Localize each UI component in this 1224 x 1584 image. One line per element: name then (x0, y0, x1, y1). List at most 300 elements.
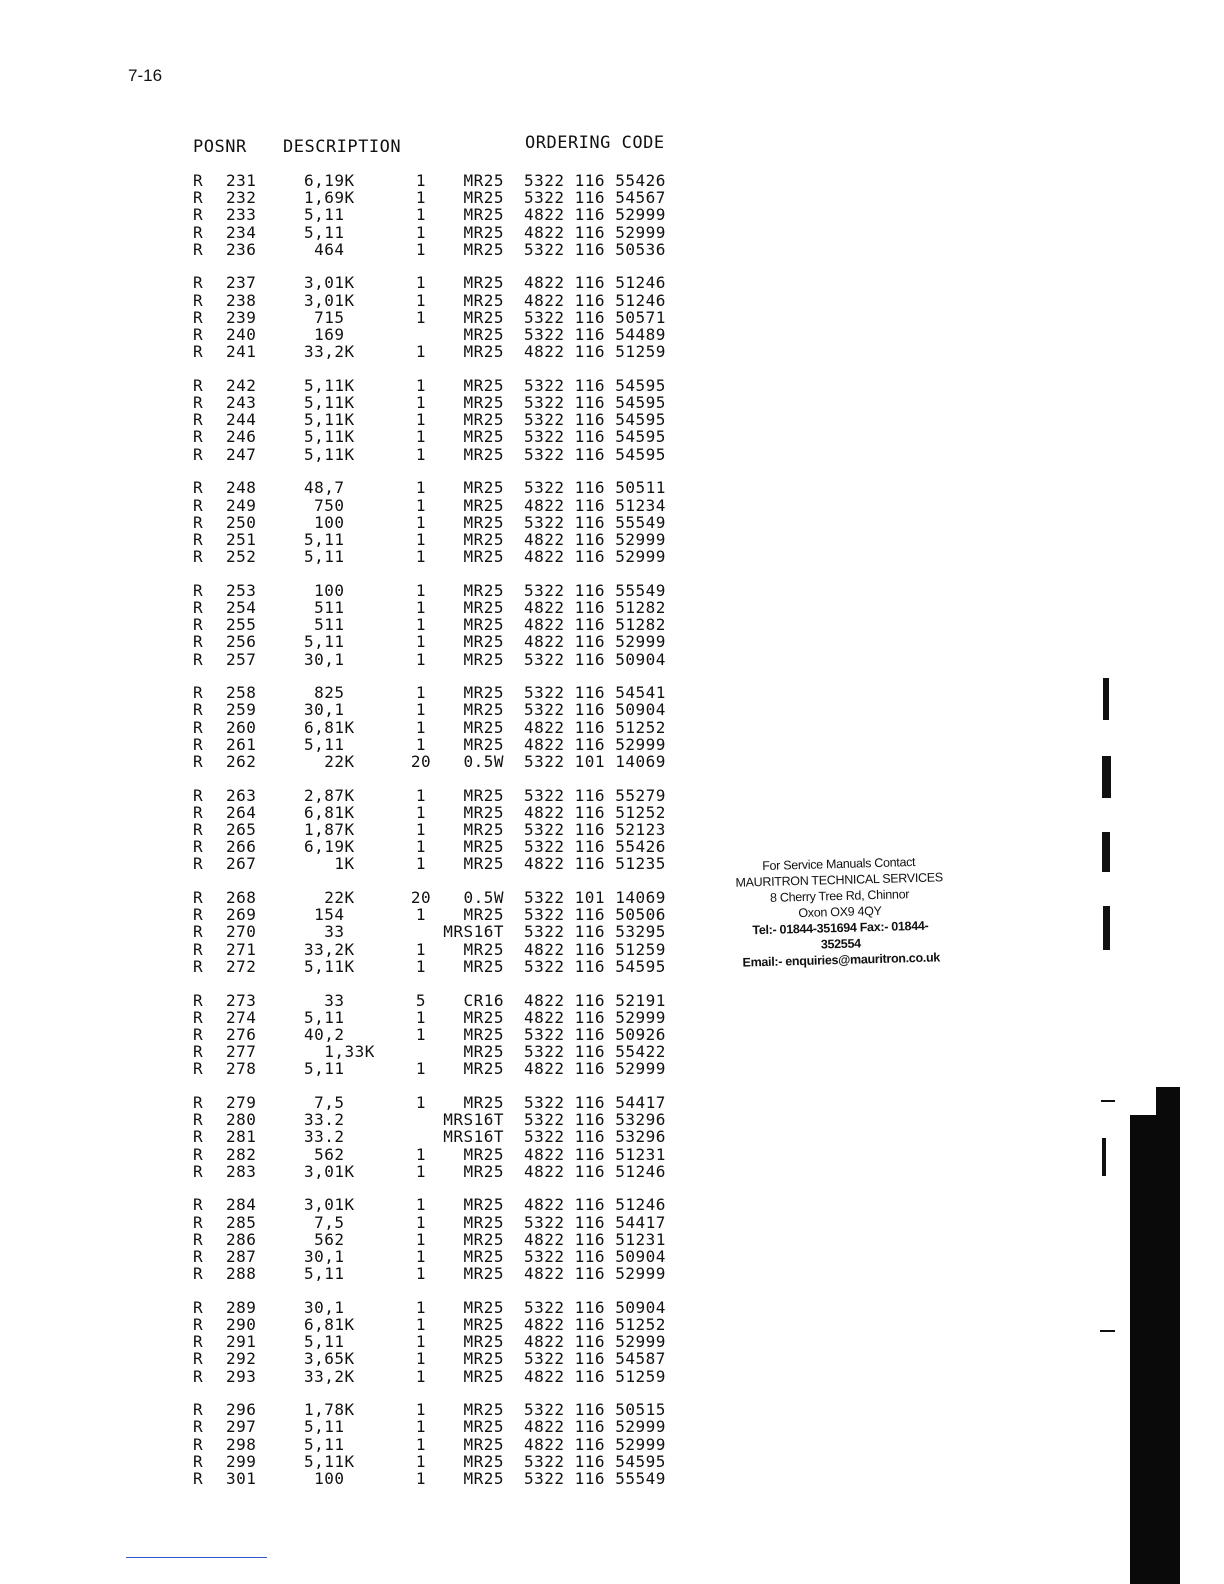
part-type: R (193, 597, 204, 617)
ordering-code: 5322 116 50571 (524, 307, 666, 327)
position-number: 246 (226, 427, 257, 447)
position-number: 270 (226, 922, 257, 942)
position-number: 240 (226, 325, 257, 344)
part-spec: MR25 (463, 1007, 504, 1027)
position-number: 297 (226, 1417, 257, 1437)
part-spec: MR25 (463, 700, 504, 720)
part-type: R (193, 1434, 204, 1454)
description-value: 3,01K (304, 290, 355, 310)
row-group (0, 889, 760, 975)
quantity: 20 (410, 888, 432, 908)
table-row (0, 1094, 760, 1111)
row-group (0, 479, 760, 565)
description-value: 33 (304, 990, 345, 1010)
table-row (0, 1196, 760, 1213)
table-row (0, 446, 760, 463)
position-number: 264 (226, 802, 257, 822)
quantity: 1 (415, 205, 427, 225)
ordering-code: 5322 101 14069 (524, 751, 666, 771)
part-spec: MR25 (463, 547, 504, 567)
table-row (0, 1009, 760, 1026)
table-row (0, 684, 760, 701)
ordering-code: 5322 116 54417 (524, 1212, 666, 1232)
part-spec: MR25 (463, 717, 504, 737)
quantity: 1 (415, 1264, 427, 1284)
position-number: 256 (226, 632, 257, 652)
part-spec: MR25 (463, 837, 504, 857)
quantity: 1 (415, 1229, 427, 1249)
description-value: 1K (304, 854, 355, 874)
ordering-code: 5322 116 55549 (524, 580, 666, 600)
table-row (0, 292, 760, 309)
position-number: 271 (226, 939, 257, 959)
part-type: R (193, 1349, 204, 1369)
ordering-code: 5322 116 50904 (524, 649, 666, 669)
ordering-code: 4822 116 52999 (524, 1007, 666, 1027)
row-group (0, 787, 760, 873)
quantity: 1 (415, 410, 427, 430)
part-spec: MR25 (463, 580, 504, 600)
ordering-code: 4822 116 51282 (524, 615, 666, 635)
part-type: R (193, 1246, 204, 1266)
description-value: 33 (304, 922, 345, 942)
description-value: 464 (304, 239, 345, 259)
part-type: R (193, 956, 204, 976)
page-number: 7-16 (128, 66, 163, 85)
description-value: 5,11 (304, 734, 345, 754)
description-value: 6,81K (304, 802, 355, 822)
part-type: R (193, 375, 204, 395)
part-spec: MR25 (463, 632, 504, 652)
part-spec: MR25 (463, 1332, 504, 1352)
quantity: 1 (415, 273, 427, 293)
table-row (0, 1111, 760, 1128)
position-number: 267 (226, 854, 257, 874)
description-value: 22K (304, 751, 355, 771)
part-type: R (193, 1451, 204, 1471)
ordering-code: 5322 116 55426 (524, 171, 666, 190)
description-value: 100 (304, 512, 345, 532)
description-value: 3,65K (304, 1349, 355, 1369)
ordering-code: 5322 116 54595 (524, 393, 666, 413)
part-spec: MR25 (463, 1349, 504, 1369)
part-spec: MRS16T (443, 1127, 504, 1147)
description-value: 562 (304, 1229, 345, 1249)
ordering-code: 5322 116 50904 (524, 700, 666, 720)
quantity: 1 (415, 342, 427, 362)
part-spec: MRS16T (443, 922, 504, 942)
part-type: R (193, 342, 204, 362)
ordering-code: 5322 116 55422 (524, 1042, 666, 1062)
description-value: 5,11K (304, 410, 355, 430)
position-number: 250 (226, 512, 257, 532)
contact-line-1: For Service Manuals Contact (762, 855, 916, 874)
quantity: 1 (415, 1195, 427, 1215)
description-value: 715 (304, 307, 345, 327)
quantity: 1 (415, 1246, 427, 1266)
scan-edge-strip (1130, 1087, 1180, 1584)
quantity: 1 (415, 1144, 427, 1164)
quantity: 1 (415, 1417, 427, 1437)
position-number: 272 (226, 956, 257, 976)
part-type: R (193, 205, 204, 225)
ordering-code: 5322 116 50506 (524, 905, 666, 925)
part-type: R (193, 1469, 204, 1488)
ordering-code: 4822 116 52999 (524, 632, 666, 652)
description-value: 3,01K (304, 1161, 355, 1181)
description-value: 7,5 (304, 1092, 345, 1112)
footer-rule (126, 1557, 267, 1558)
part-type: R (193, 1042, 204, 1062)
table-row (0, 497, 760, 514)
part-spec: MR25 (463, 1042, 504, 1062)
part-spec: MR25 (463, 1246, 504, 1266)
table-row (0, 701, 760, 718)
position-number: 281 (226, 1127, 257, 1147)
table-row (0, 394, 760, 411)
table-row (0, 1163, 760, 1180)
part-type: R (193, 1229, 204, 1249)
position-number: 296 (226, 1400, 257, 1420)
ordering-code: 4822 116 51234 (524, 495, 666, 515)
position-number: 279 (226, 1092, 257, 1112)
table-row (0, 923, 760, 940)
position-number: 286 (226, 1229, 257, 1249)
part-spec: MR25 (463, 222, 504, 242)
quantity: 1 (415, 1161, 427, 1181)
position-number: 276 (226, 1024, 257, 1044)
table-row (0, 1453, 760, 1470)
description-value: 825 (304, 683, 345, 703)
quantity: 1 (415, 1400, 427, 1420)
table-row (0, 241, 760, 258)
ordering-code: 4822 116 52999 (524, 1434, 666, 1454)
table-row (0, 1368, 760, 1385)
ordering-code: 4822 116 51231 (524, 1144, 666, 1164)
table-row (0, 1436, 760, 1453)
description-value: 5,11K (304, 427, 355, 447)
quantity: 1 (415, 1007, 427, 1027)
part-spec: MR25 (463, 820, 504, 839)
part-type: R (193, 1110, 204, 1130)
part-type: R (193, 325, 204, 344)
position-number: 260 (226, 717, 257, 737)
part-type: R (193, 1297, 204, 1317)
position-number: 248 (226, 478, 257, 498)
position-number: 254 (226, 597, 257, 617)
table-row (0, 821, 760, 838)
description-value: 5,11K (304, 1451, 355, 1471)
position-number: 268 (226, 888, 257, 908)
part-type: R (193, 990, 204, 1010)
scan-edge-mark (1103, 678, 1109, 720)
part-type: R (193, 1212, 204, 1232)
part-type: R (193, 1161, 204, 1181)
table-row (0, 599, 760, 616)
part-type: R (193, 854, 204, 874)
contact-line-3: 8 Cherry Tree Rd, Chinnor (769, 887, 910, 905)
part-spec: MR25 (463, 512, 504, 532)
quantity: 1 (415, 905, 427, 925)
quantity: 20 (410, 751, 432, 771)
part-spec: MR25 (463, 205, 504, 225)
part-type: R (193, 222, 204, 242)
part-spec: MR25 (463, 495, 504, 515)
ordering-code: 5322 116 54541 (524, 683, 666, 703)
ordering-code: 4822 116 51252 (524, 717, 666, 737)
table-row (0, 753, 760, 770)
description-value: 48,7 (304, 478, 345, 498)
ordering-code: 5322 116 50511 (524, 478, 666, 498)
row-group (0, 992, 760, 1078)
quantity: 1 (415, 854, 427, 874)
ordering-code: 4822 116 52999 (524, 547, 666, 567)
part-type: R (193, 1059, 204, 1079)
part-spec: MR25 (463, 427, 504, 447)
position-number: 289 (226, 1297, 257, 1317)
part-type: R (193, 939, 204, 959)
description-value: 5,11 (304, 1417, 345, 1437)
part-type: R (193, 273, 204, 293)
quantity: 1 (415, 529, 427, 549)
table-row (0, 941, 760, 958)
quantity: 1 (415, 632, 427, 652)
quantity: 1 (415, 580, 427, 600)
table-row (0, 1060, 760, 1077)
part-type: R (193, 239, 204, 259)
ordering-code: 5322 116 53296 (524, 1127, 666, 1147)
table-row (0, 1265, 760, 1282)
ordering-code: 4822 116 52999 (524, 1417, 666, 1437)
description-value: 5,11 (304, 222, 345, 242)
ordering-code: 5322 116 54595 (524, 444, 666, 464)
table-row (0, 1026, 760, 1043)
position-number: 283 (226, 1161, 257, 1181)
position-number: 236 (226, 239, 257, 259)
part-spec: MR25 (463, 1434, 504, 1454)
position-number: 284 (226, 1195, 257, 1215)
part-spec: MR25 (463, 1264, 504, 1284)
position-number: 247 (226, 444, 257, 464)
description-value: 22K (304, 888, 355, 908)
part-spec: MR25 (463, 1161, 504, 1181)
description-value: 5,11 (304, 529, 345, 549)
quantity: 1 (415, 1059, 427, 1079)
quantity: 1 (415, 222, 427, 242)
part-spec: MR25 (463, 649, 504, 669)
row-group (0, 582, 760, 668)
quantity: 1 (415, 1434, 427, 1454)
part-type: R (193, 1366, 204, 1386)
header-description: DESCRIPTION (283, 137, 402, 157)
position-number: 261 (226, 734, 257, 754)
table-row (0, 736, 760, 753)
part-type: R (193, 307, 204, 327)
position-number: 273 (226, 990, 257, 1010)
description-value: 30,1 (304, 1246, 345, 1266)
description-value: 33.2 (304, 1127, 345, 1147)
description-value: 3,01K (304, 1195, 355, 1215)
part-type: R (193, 700, 204, 720)
ordering-code: 5322 101 14069 (524, 888, 666, 908)
part-spec: MR25 (463, 905, 504, 925)
part-spec: MR25 (463, 802, 504, 822)
description-value: 2,87K (304, 785, 355, 805)
row-group (0, 1299, 760, 1385)
quantity: 1 (415, 1315, 427, 1334)
description-value: 1,87K (304, 820, 355, 839)
part-type: R (193, 820, 204, 839)
part-type: R (193, 512, 204, 532)
position-number: 255 (226, 615, 257, 635)
position-number: 301 (226, 1469, 257, 1488)
part-spec: MR25 (463, 683, 504, 703)
part-spec: MR25 (463, 393, 504, 413)
ordering-code: 4822 116 51252 (524, 802, 666, 822)
description-value: 5,11 (304, 1264, 345, 1284)
description-value: 100 (304, 1469, 345, 1488)
description-value: 33,2K (304, 939, 355, 959)
part-spec: MR25 (463, 1469, 504, 1488)
part-type: R (193, 529, 204, 549)
part-type: R (193, 1264, 204, 1284)
description-value: 562 (304, 1144, 345, 1164)
description-value: 169 (304, 325, 345, 344)
quantity: 1 (415, 239, 427, 259)
part-type: R (193, 734, 204, 754)
ordering-code: 4822 116 51252 (524, 1315, 666, 1334)
description-value: 1,33K (304, 1042, 375, 1062)
position-number: 262 (226, 751, 257, 771)
table-header (0, 133, 760, 161)
part-type: R (193, 171, 204, 190)
table-row (0, 411, 760, 428)
row-group (0, 172, 760, 258)
ordering-code: 4822 116 51246 (524, 1161, 666, 1181)
part-spec: MR25 (463, 734, 504, 754)
ordering-code: 4822 116 52999 (524, 205, 666, 225)
part-type: R (193, 1127, 204, 1147)
table-row (0, 651, 760, 668)
part-spec: MR25 (463, 1024, 504, 1044)
header-ordering-code: ORDERING CODE (525, 133, 665, 153)
part-spec: MR25 (463, 342, 504, 362)
description-value: 40,2 (304, 1024, 345, 1044)
contact-line-2: MAURITRON TECHNICAL SERVICES (735, 870, 943, 890)
table-row (0, 1418, 760, 1435)
quantity: 5 (415, 990, 427, 1010)
position-number: 258 (226, 683, 257, 703)
position-number: 232 (226, 188, 257, 208)
table-row (0, 343, 760, 360)
position-number: 274 (226, 1007, 257, 1027)
part-spec: MR25 (463, 1092, 504, 1112)
quantity: 1 (415, 375, 427, 395)
ordering-code: 5322 116 53296 (524, 1110, 666, 1130)
quantity: 1 (415, 1469, 427, 1488)
description-value: 5,11 (304, 632, 345, 652)
ordering-code: 4822 116 52999 (524, 1059, 666, 1079)
ordering-code: 5322 116 50926 (524, 1024, 666, 1044)
table-row (0, 274, 760, 291)
ordering-code: 5322 116 54587 (524, 1349, 666, 1369)
part-type: R (193, 837, 204, 857)
description-value: 30,1 (304, 649, 345, 669)
ordering-code: 5322 116 55549 (524, 512, 666, 532)
description-value: 6,81K (304, 717, 355, 737)
part-type: R (193, 649, 204, 669)
table-row (0, 377, 760, 394)
part-type: R (193, 188, 204, 208)
position-number: 290 (226, 1315, 257, 1334)
quantity: 1 (415, 307, 427, 327)
table-row (0, 787, 760, 804)
table-row (0, 838, 760, 855)
table-row (0, 855, 760, 872)
position-number: 239 (226, 307, 257, 327)
table-row (0, 1299, 760, 1316)
ordering-code: 5322 116 54595 (524, 427, 666, 447)
ordering-code: 5322 116 55549 (524, 1469, 666, 1488)
part-spec: MR25 (463, 1417, 504, 1437)
quantity: 1 (415, 393, 427, 413)
part-spec: MR25 (463, 615, 504, 635)
part-type: R (193, 717, 204, 737)
position-number: 291 (226, 1332, 257, 1352)
position-number: 237 (226, 273, 257, 293)
part-spec: MR25 (463, 290, 504, 310)
ordering-code: 4822 116 51259 (524, 1366, 666, 1386)
description-value: 5,11 (304, 1332, 345, 1352)
table-row (0, 224, 760, 241)
quantity: 1 (415, 427, 427, 447)
table-row (0, 1214, 760, 1231)
quantity: 1 (415, 683, 427, 703)
position-number: 263 (226, 785, 257, 805)
description-value: 6,19K (304, 837, 355, 857)
ordering-code: 4822 116 51235 (524, 854, 666, 874)
quantity: 1 (415, 1212, 427, 1232)
part-type: R (193, 1024, 204, 1044)
part-spec: MR25 (463, 1059, 504, 1079)
contact-line-4: Oxon OX9 4QY (798, 903, 882, 921)
scan-edge-mark (1102, 756, 1111, 798)
table-row (0, 531, 760, 548)
quantity: 1 (415, 597, 427, 617)
table-row (0, 1401, 760, 1418)
row-group (0, 684, 760, 770)
table-row (0, 1248, 760, 1265)
description-value: 6,19K (304, 171, 355, 190)
part-spec: MR25 (463, 597, 504, 617)
ordering-code: 4822 116 51246 (524, 290, 666, 310)
description-value: 5,11 (304, 547, 345, 567)
quantity: 1 (415, 615, 427, 635)
position-number: 277 (226, 1042, 257, 1062)
quantity: 1 (415, 785, 427, 805)
table-row (0, 309, 760, 326)
part-spec: MR25 (463, 854, 504, 874)
position-number: 252 (226, 547, 257, 567)
part-spec: MR25 (463, 1297, 504, 1317)
part-type: R (193, 1315, 204, 1334)
table-row (0, 633, 760, 650)
description-value: 5,11K (304, 444, 355, 464)
part-spec: MR25 (463, 273, 504, 293)
quantity: 1 (415, 939, 427, 959)
description-value: 5,11 (304, 1434, 345, 1454)
part-spec: CR16 (463, 990, 504, 1010)
